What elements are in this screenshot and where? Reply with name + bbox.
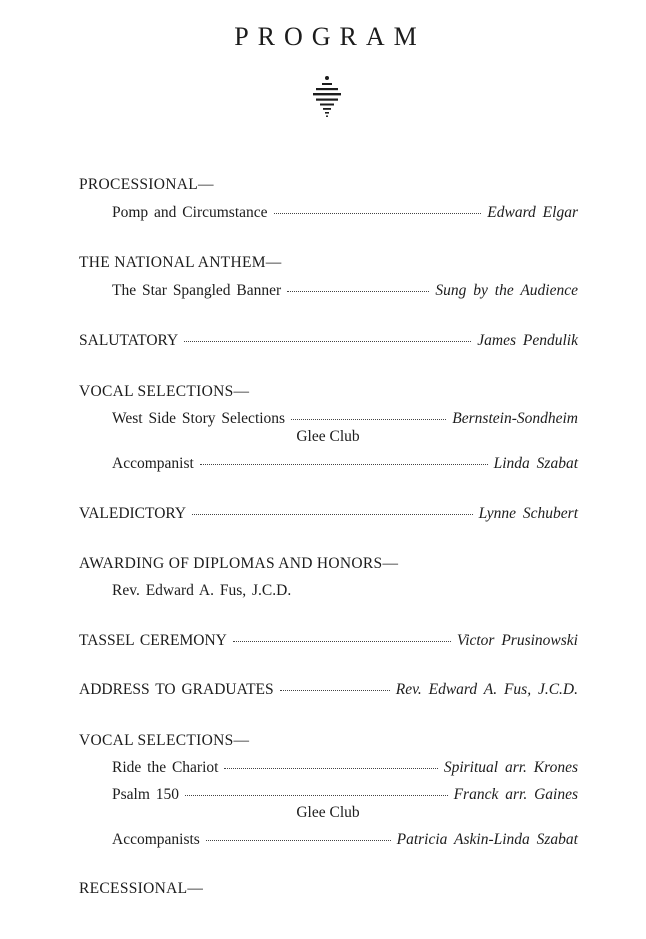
program-entry [112, 204, 578, 222]
entry-name: Pomp and Circumstance [112, 204, 268, 221]
dot-leader [224, 768, 437, 769]
entry-performer: Victor Prusinowski [456, 632, 578, 649]
dot-leader [233, 641, 451, 642]
entry-performer: Edward Elgar [487, 204, 578, 221]
entry-name: Psalm 150 [112, 786, 180, 803]
entry-performer: Franck arr. Gaines [453, 786, 578, 803]
entry-performer: James Pendulik [477, 332, 578, 349]
entry-performer: Rev. Edward A. Fus, J.C.D. [395, 681, 578, 698]
dot-leader [185, 795, 448, 796]
dot-leader [200, 464, 488, 465]
entry-name: TASSEL CEREMONY [79, 632, 227, 649]
dot-leader [184, 341, 471, 342]
program-entry [112, 831, 578, 849]
entry-name: ADDRESS TO GRADUATES [79, 681, 274, 698]
program-entry-valedictory [79, 505, 578, 523]
entry-name: Accompanists [112, 831, 200, 848]
program-entry [112, 282, 578, 300]
program-entry [112, 786, 578, 804]
dot-leader [291, 419, 446, 420]
entry-name: The Star Spangled Banner [112, 282, 282, 299]
ensemble-label: Glee Club [296, 804, 360, 821]
dot-leader [192, 514, 473, 515]
entry-name: West Side Story Selections [112, 410, 286, 427]
ensemble-label: Glee Club [296, 428, 360, 445]
section-heading-processional: PROCESSIONAL— [79, 176, 214, 193]
program-entry [112, 759, 578, 777]
section-heading-vocal-selections: VOCAL SELECTIONS— [79, 383, 250, 400]
entry-performer: Spiritual arr. Krones [443, 759, 578, 776]
section-heading-recessional: RECESSIONAL— [79, 880, 204, 897]
program-entry-salutatory [79, 332, 578, 350]
dot-leader [206, 840, 391, 841]
entry-name: VALEDICTORY [79, 505, 187, 522]
dot-leader [274, 213, 482, 214]
program-entry [112, 410, 578, 428]
program-entry-address [79, 681, 578, 699]
entry-performer: Patricia Askin-Linda Szabat [396, 831, 578, 848]
entry-name: Ride the Chariot [112, 759, 219, 776]
page-title: PROGRAM [234, 22, 426, 51]
entry-name: Accompanist [112, 455, 194, 472]
entry-performer: Linda Szabat [493, 455, 578, 472]
program-entry-tassel-ceremony [79, 632, 578, 650]
tiered-ornament-icon [312, 74, 342, 124]
presenter-name: Rev. Edward A. Fus, J.C.D. [112, 582, 292, 599]
dot-leader [280, 690, 390, 691]
section-heading-vocal-selections-2: VOCAL SELECTIONS— [79, 732, 250, 749]
entry-performer: Lynne Schubert [478, 505, 578, 522]
section-heading-awarding: AWARDING OF DIPLOMAS AND HONORS— [79, 555, 399, 572]
program-entry [112, 455, 578, 473]
entry-performer: Bernstein-Sondheim [452, 410, 578, 427]
entry-name: SALUTATORY [79, 332, 179, 349]
dot-leader [287, 291, 429, 292]
entry-performer: Sung by the Audience [435, 282, 578, 299]
section-heading-national-anthem: THE NATIONAL ANTHEM— [79, 254, 282, 271]
